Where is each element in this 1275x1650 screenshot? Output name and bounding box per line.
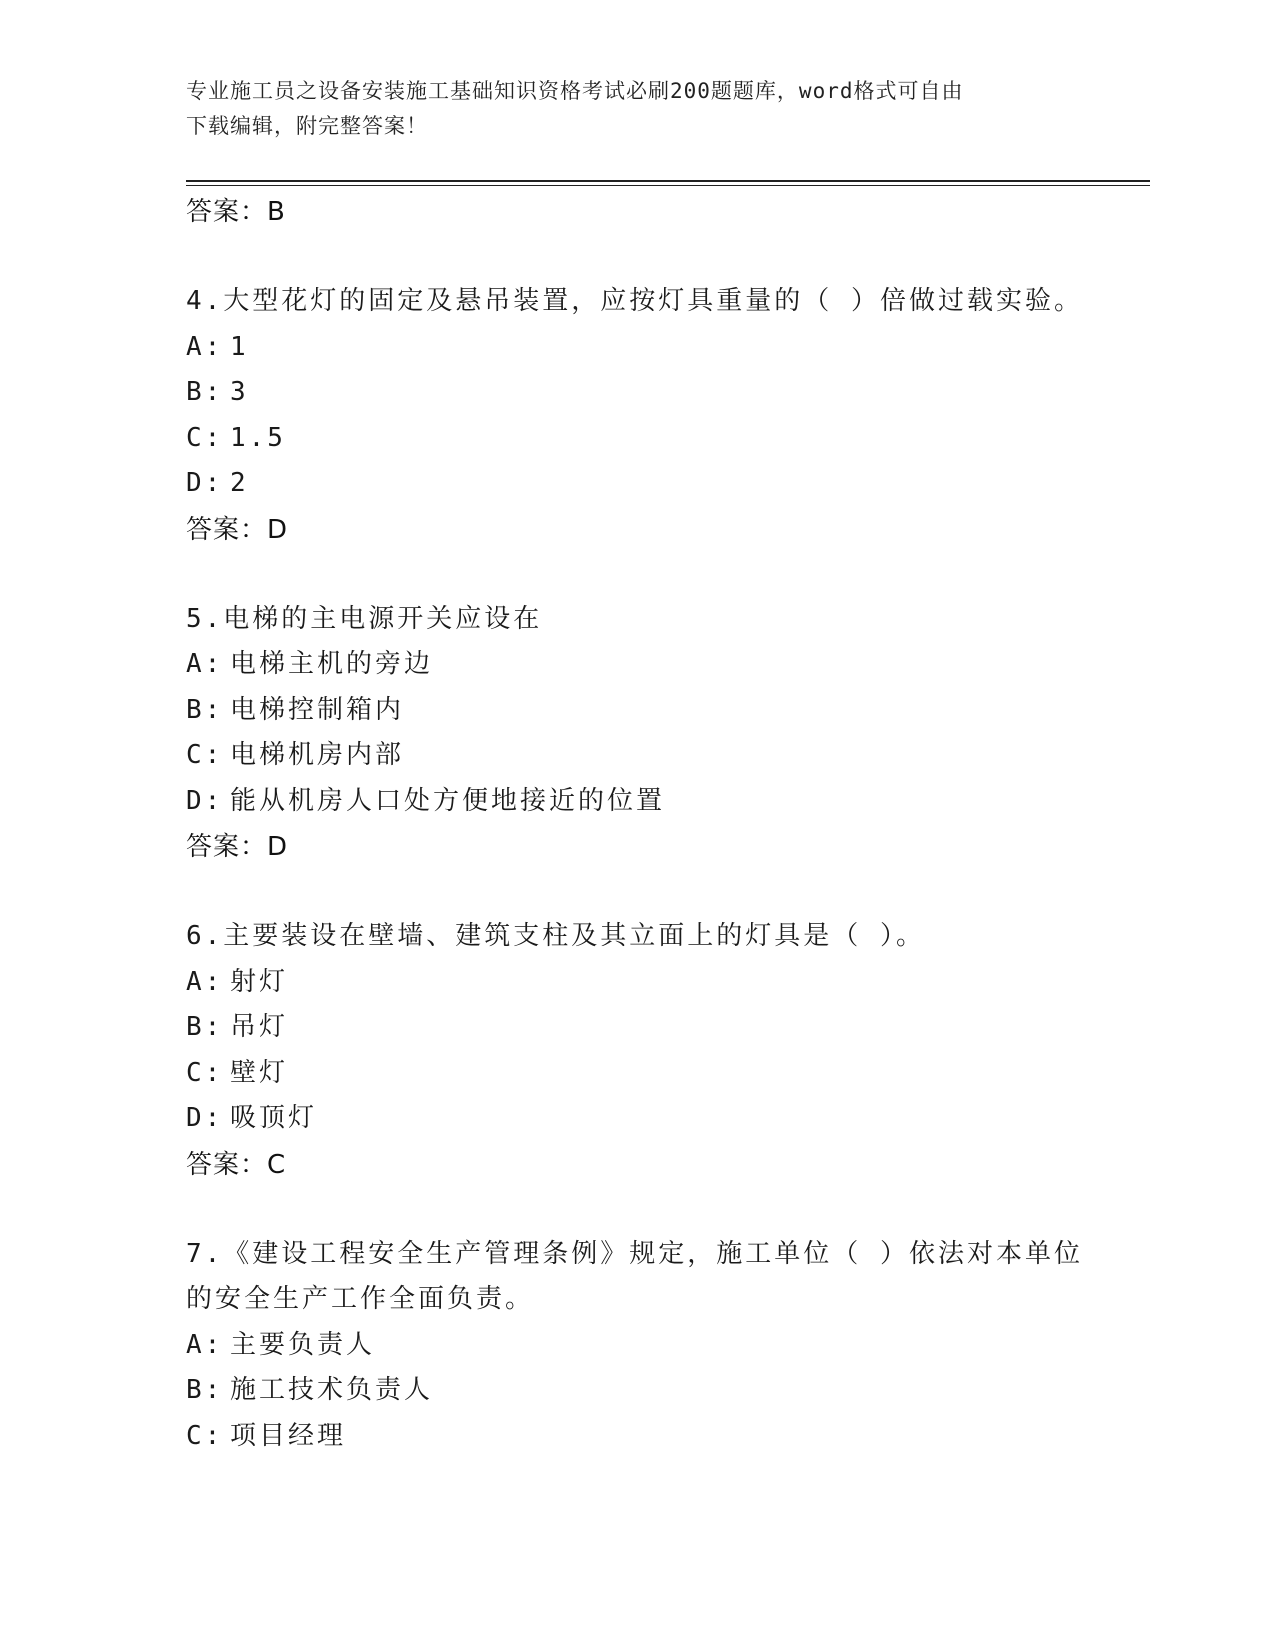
header-divider-thin xyxy=(186,185,1150,186)
answer-line: 答案：D xyxy=(186,514,289,545)
question-list xyxy=(186,189,1106,1459)
option-b xyxy=(186,688,1106,734)
option-a xyxy=(186,325,1106,371)
option-key: D: xyxy=(186,785,224,816)
answer-line: 答案：B xyxy=(186,197,286,227)
spacer xyxy=(186,235,1106,279)
option-c xyxy=(186,1414,1106,1460)
option-d xyxy=(186,461,1106,507)
option-text: 1.5 xyxy=(230,422,286,453)
option-key: A: xyxy=(186,1329,224,1360)
option-a xyxy=(186,960,1106,1006)
option-text: 能从机房人口处方便地接近的位置 xyxy=(230,785,666,816)
question-stem-line-2: 的安全生产工作全面负责。 xyxy=(186,1284,535,1314)
option-text: 3 xyxy=(230,377,249,407)
option-a xyxy=(186,642,1106,688)
header-title-line-1: 专业施工员之设备安装施工基础知识资格考试必刷200题题库，word格式可自由 xyxy=(186,79,964,103)
option-key: C: xyxy=(186,1420,224,1451)
option-key: C: xyxy=(186,740,224,770)
option-text: 项目经理 xyxy=(230,1420,347,1451)
option-text: 电梯控制箱内 xyxy=(230,694,405,725)
option-text: 射灯 xyxy=(230,966,289,997)
option-text: 吊灯 xyxy=(230,1012,289,1042)
option-key: C: xyxy=(186,422,224,453)
option-key: D: xyxy=(186,468,224,498)
spacer xyxy=(186,1188,1106,1232)
option-b xyxy=(186,370,1106,416)
question-stem: 6.主要装设在壁墙、建筑支柱及其立面上的灯具是（ ）。 xyxy=(186,921,925,951)
spacer xyxy=(186,870,1106,914)
option-text: 吸顶灯 xyxy=(230,1103,318,1133)
option-text: 电梯机房内部 xyxy=(230,740,405,770)
option-text: 主要负责人 xyxy=(230,1329,376,1360)
question-stem: 5.电梯的主电源开关应设在 xyxy=(186,603,543,634)
header-divider-thick xyxy=(186,180,1150,182)
question-block xyxy=(186,1232,1106,1460)
question-block xyxy=(186,279,1106,553)
question-stem: 4.大型花灯的固定及悬吊装置，应按灯具重量的（ ）倍做过载实验。 xyxy=(186,286,1083,316)
question-block xyxy=(186,914,1106,1188)
option-key: B: xyxy=(186,694,224,725)
option-text: 施工技术负责人 xyxy=(230,1375,434,1405)
option-c xyxy=(186,1051,1106,1097)
option-key: A: xyxy=(186,331,224,362)
spacer xyxy=(186,553,1106,597)
option-d xyxy=(186,779,1106,825)
option-c xyxy=(186,416,1106,462)
document-header xyxy=(186,74,1086,144)
option-key: B: xyxy=(186,1375,224,1405)
option-d xyxy=(186,1096,1106,1142)
header-title-line-2: 下载编辑，附完整答案！ xyxy=(186,114,428,138)
option-key: B: xyxy=(186,377,224,407)
option-text: 电梯主机的旁边 xyxy=(230,649,434,679)
option-text: 2 xyxy=(230,468,249,498)
option-c xyxy=(186,733,1106,779)
question-block xyxy=(186,597,1106,871)
option-key: A: xyxy=(186,966,224,997)
answer-line: 答案：D xyxy=(186,832,289,862)
option-text: 1 xyxy=(230,331,249,362)
option-b xyxy=(186,1005,1106,1051)
option-key: B: xyxy=(186,1012,224,1042)
question-stem-line-1: 7.《建设工程安全生产管理条例》规定，施工单位（ ）依法对本单位 xyxy=(186,1238,1083,1269)
option-key: C: xyxy=(186,1057,224,1088)
option-b xyxy=(186,1368,1106,1414)
answer-line: 答案：C xyxy=(186,1149,287,1180)
option-a xyxy=(186,1323,1106,1369)
option-text: 壁灯 xyxy=(230,1057,289,1088)
option-key: D: xyxy=(186,1103,224,1133)
option-key: A: xyxy=(186,649,224,679)
